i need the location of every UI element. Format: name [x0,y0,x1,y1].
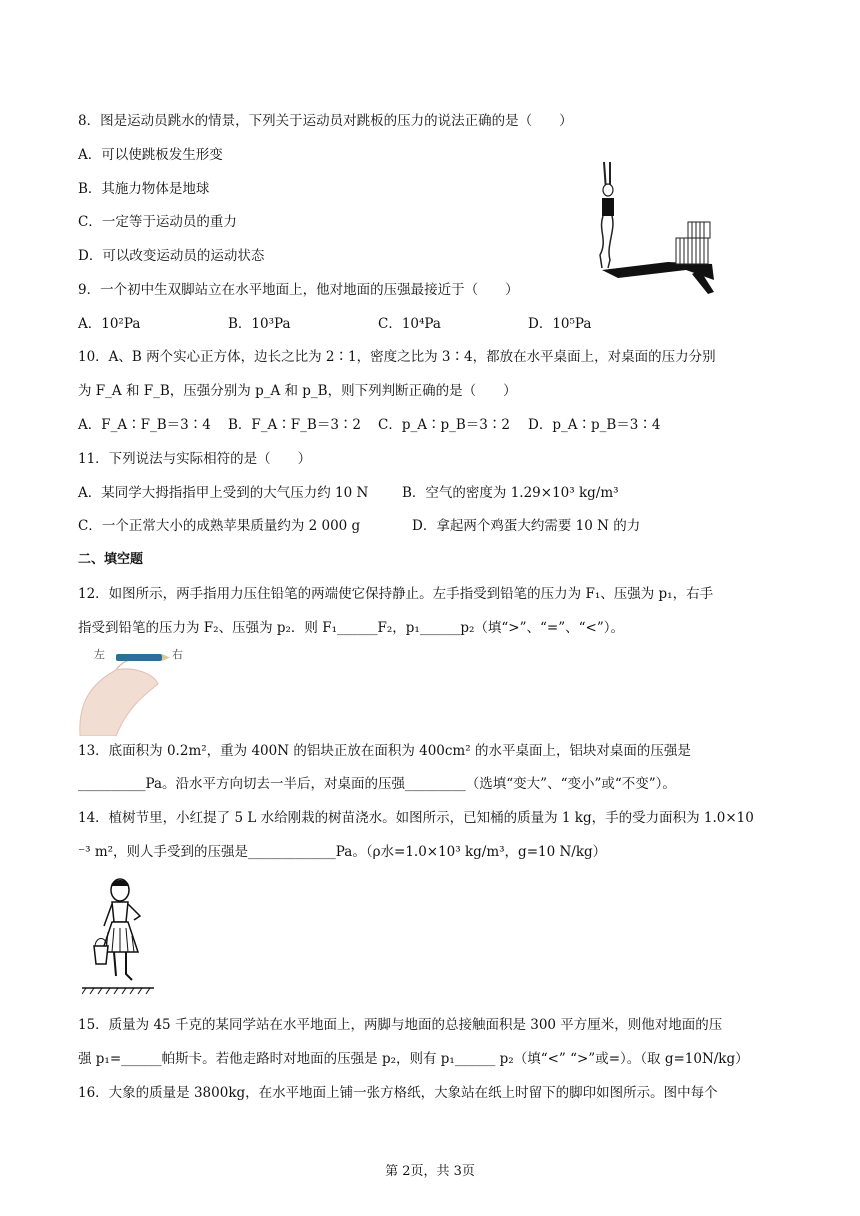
diver-illustration [588,160,718,298]
q8-option-d: D．可以改变运动员的运动状态 [78,248,265,264]
section-heading: 二、填空题 [78,552,144,567]
q11-option-a: A．某同学大拇指指甲上受到的大气压力约 10 N [78,485,369,501]
q9-option-d: D．10⁵Pa [528,316,592,332]
q12-line2: 指受到铅笔的压力为 F₂、压强为 p₂．则 F₁______F₂，p₁______p₂（填“>”、“=”、“<”）。 [78,620,624,636]
q9-option-b: B．10³Pa [228,316,291,332]
q8-stem: 8．图是运动员跳水的情景，下列关于运动员对跳板的压力的说法正确的是（ ） [78,113,573,129]
q11-option-b: B．空气的密度为 1.29×10³ kg/m³ [402,485,619,501]
q10-option-a: A．F_A∶F_B＝3∶4 [78,417,211,433]
girl-with-bucket-illustration [82,876,154,998]
q11-option-c: C．一个正常大小的成熟苹果质量约为 2 000 g [78,518,361,534]
left-label: 左 [94,648,105,661]
q9-stem: 9．一个初中生双脚站立在水平地面上，他对地面的压强最接近于（ ） [78,282,519,298]
page-footer: 第 2页，共 3页 [385,1164,475,1179]
q11-stem: 11．下列说法与实际相符的是（ ） [78,451,312,467]
q8-option-b: B．其施力物体是地球 [78,181,210,197]
q13-line1: 13．底面积为 0.2m²，重为 400N 的铝块正放在面积为 400cm² 的水平桌面上，铝块对桌面的压强是 [78,743,691,759]
q13-line2: __________Pa。沿水平方向切去一半后，对桌面的压强_________（选填“变大”、“变小”或“不变”）。 [78,776,676,792]
q15-line1: 15．质量为 45 千克的某同学站在水平地面上，两脚与地面的总接触面积是 300 平方厘米，则他对地面的压 [78,1017,723,1033]
q12-line1: 12．如图所示，两手指用力压住铅笔的两端使它保持静止。左手指受到铅笔的压力为 F₁、压强为 p₁，右手 [78,586,714,602]
q14-line1: 14．植树节里，小红提了 5 L 水给刚栽的树苗浇水。如图所示，已知桶的质量为 1 kg，手的受力面积为 1.0×10 [78,810,754,826]
q10-line1: 10．A、B 两个实心正方体，边长之比为 2∶1，密度之比为 3∶4，都放在水平桌面上，对桌面的压力分别 [78,349,716,365]
q10-line2: 为 F_A 和 F_B，压强分别为 p_A 和 p_B，则下列判断正确的是（ ） [78,383,517,399]
pencil-hand-icon [76,644,186,736]
q9-option-c: C．10⁴Pa [378,316,441,332]
right-label: 右 [172,648,183,661]
q8-option-a: A．可以使跳板发生形变 [78,147,223,163]
q9-option-a: A．10²Pa [78,316,141,332]
q10-option-b: B．F_A∶F_B＝3∶2 [228,417,362,433]
q14-line2: ⁻³ m²，则人手受到的压强是_____________Pa。（ρ水=1.0×10³ kg/m³，g=10 N/kg） [78,844,607,860]
q8-option-c: C．一定等于运动员的重力 [78,214,237,230]
q15-line2: 强 p₁=______帕斯卡。若他走路时对地面的压强是 p₂，则有 p₁______ p₂（填“<” “>”或=）。（取 g=10N/kg） [78,1051,749,1067]
q10-option-c: C．p_A∶p_B＝3∶2 [378,417,510,433]
pencil-hand-illustration [76,644,186,736]
q10-option-d: D．p_A∶p_B＝3∶4 [528,417,661,433]
q11-option-d: D．拿起两个鸡蛋大约需要 10 N 的力 [412,518,641,534]
q16-line1: 16．大象的质量是 3800kg，在水平地面上铺一张方格纸，大象站在纸上时留下的脚印如图所示。图中每个 [78,1085,718,1101]
